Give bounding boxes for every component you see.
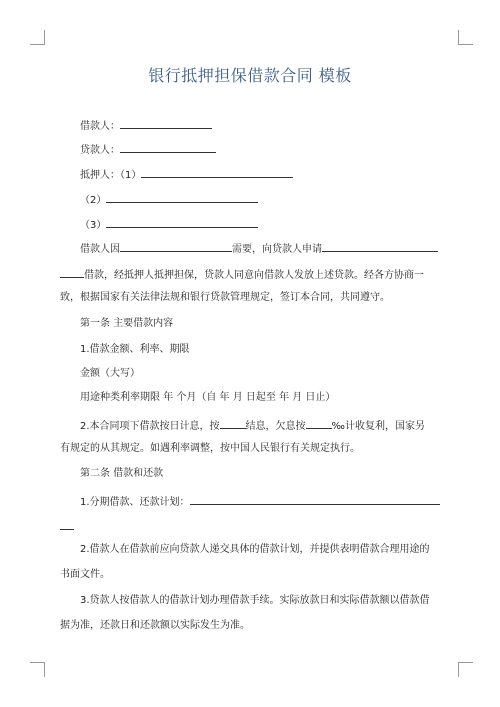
amount-line: 金额（大写） xyxy=(80,368,140,379)
loan-type-blank[interactable] xyxy=(60,266,84,278)
lender-blank[interactable] xyxy=(120,141,216,153)
usage-line: 用途种类利率期限 年 个月（自 年 月 日起至 年 月 日止） xyxy=(80,392,336,403)
lender-label: 贷款人： xyxy=(80,145,120,156)
reason-line-2 xyxy=(60,266,424,283)
mortgagor-3-label: （3） xyxy=(80,220,107,231)
borrower-label: 借款人： xyxy=(80,121,120,132)
article-1-item-1: 1.借款金额、利率、期限 xyxy=(80,344,190,355)
mortgagor-line-3 xyxy=(80,216,258,233)
mortgagor-2-label: （2） xyxy=(80,195,107,206)
repayment-plan-blank[interactable] xyxy=(190,493,440,505)
reason-blank[interactable] xyxy=(120,240,232,252)
mortgagor-line-1 xyxy=(80,166,293,183)
reason-line-1 xyxy=(80,240,438,257)
reason-label-b: 需要，向贷款人申请 xyxy=(232,244,322,255)
mortgagor-blank-3[interactable] xyxy=(106,216,258,228)
article-2-item-2-cont: 书面文件。 xyxy=(60,569,110,580)
article-2-heading: 第二条 借款和还款 xyxy=(80,468,164,479)
article-2-item-3: 3.贷款人按借款人的借款计划办理借款手续。实际放款日和实际借款额以借款借 xyxy=(80,595,430,606)
mortgagor-blank-1[interactable] xyxy=(141,166,293,178)
reason-line-3: 致，根据国家有关法律法规和银行贷款管理规定，签订本合同，共同遵守。 xyxy=(60,292,390,303)
lender-line xyxy=(80,141,216,158)
mortgagor-line-2 xyxy=(80,191,258,208)
repayment-plan-continuation xyxy=(60,518,74,535)
compound-rate-blank[interactable] xyxy=(306,417,332,429)
document-title: 银行抵押担保借款合同 模板 xyxy=(148,66,352,85)
interest-label-a: 2.本合同项下借款按日计息，按 xyxy=(80,421,220,432)
interest-label-b: 结息，欠息按 xyxy=(245,421,306,432)
interest-label-c: ‰计收复利，国家另 xyxy=(331,421,425,432)
settlement-period-blank[interactable] xyxy=(220,417,246,429)
crop-mark-bottom-right xyxy=(458,662,473,677)
reason-text-2: 借款，经抵押人抵押担保，贷款人同意向借款人发放上述贷款。经各方协商一 xyxy=(84,270,424,281)
article-1-heading: 第一条 主要借款内容 xyxy=(80,318,174,329)
repayment-plan-line xyxy=(80,493,440,510)
repayment-plan-label: 1.分期借款、还款计划： xyxy=(80,497,190,508)
crop-mark-top-right xyxy=(458,30,473,45)
interest-line-1 xyxy=(80,417,425,434)
repayment-plan-blank-2[interactable] xyxy=(60,518,74,530)
borrower-line xyxy=(80,117,212,134)
reason-label-a: 借款人因 xyxy=(80,244,120,255)
interest-line-2: 有规定的从其规定。如遇利率调整，按中国人民银行有关规定执行。 xyxy=(60,443,360,454)
mortgagor-blank-2[interactable] xyxy=(106,191,258,203)
article-2-item-2: 2.借款人在借款前应向贷款人递交具体的借款计划，并提供表明借款合理用途的 xyxy=(80,544,430,555)
crop-mark-bottom-left xyxy=(30,662,45,677)
borrower-blank[interactable] xyxy=(120,117,212,129)
loan-amount-blank[interactable] xyxy=(322,240,438,252)
article-2-item-3-cont: 据为准，还款日和还款额以实际发生为准。 xyxy=(60,620,250,631)
mortgagor-label: 抵押人：（1） xyxy=(80,170,142,181)
crop-mark-top-left xyxy=(30,30,45,45)
